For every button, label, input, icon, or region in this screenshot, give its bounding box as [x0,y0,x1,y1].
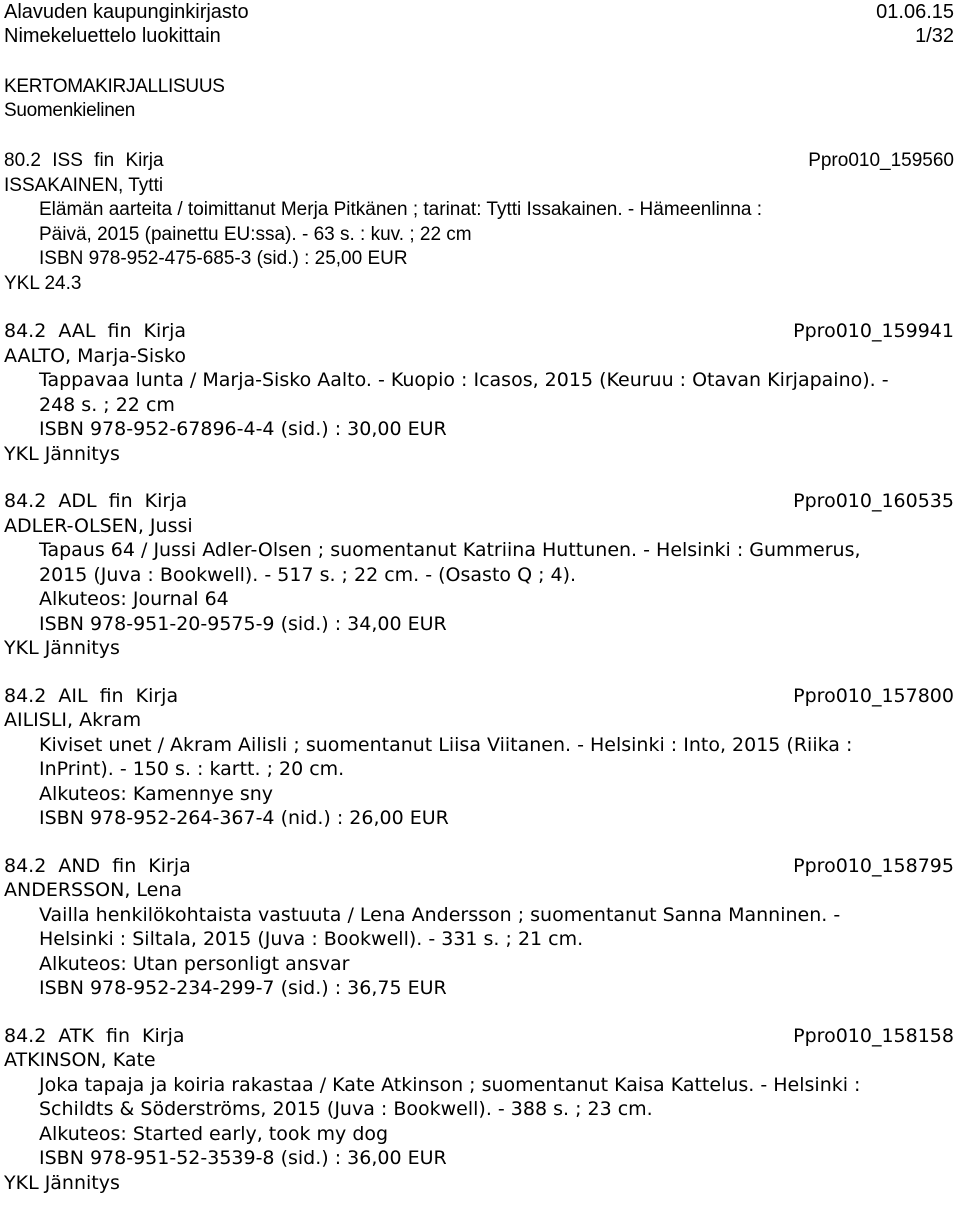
entry-description-line: 248 s. ; 22 cm [39,393,175,416]
entry-ykl: YKL Jännitys [4,637,120,659]
entry-ykl: YKL 24.3 [4,272,82,294]
catalog-entry [4,319,954,466]
page-number: 1/32 [915,25,954,47]
entry-author: ADLER-OLSEN, Jussi [4,514,193,537]
report-date: 01.06.15 [876,1,954,23]
entry-call-line [4,854,954,879]
entry-original-title: Alkuteos: Kamennye sny [39,782,274,805]
call-number: 84.2 AIL fin Kirja [4,684,179,707]
call-number: 84.2 AND fin Kirja [4,854,191,877]
entry-isbn: ISBN 978-951-52-3539-8 (sid.) : 36,00 EUR [39,1147,447,1169]
entry-call-line [4,149,954,174]
entry-description-line: InPrint). - 150 s. : kartt. ; 20 cm. [39,758,345,780]
entry-description-line: Kiviset unet / Akram Ailisli ; suomentanut Liisa Viitanen. - Helsinki : Into, 2015 (Riika : [39,733,853,756]
entry-isbn: ISBN 978-951-20-9575-9 (sid.) : 34,00 EUR [39,612,447,635]
record-id: Ppro010_159560 [808,150,954,171]
entry-ykl: YKL Jännitys [4,442,120,465]
entry-original-title: Alkuteos: Utan personligt ansvar [39,952,350,975]
record-id: Ppro010_159941 [793,320,954,342]
entry-description-line: Schildts & Söderströms, 2015 (Juva : Bookwell). - 388 s. ; 23 cm. [39,1098,653,1120]
library-name: Alavuden kaupunginkirjasto [4,1,249,23]
entry-isbn: ISBN 978-952-67896-4-4 (sid.) : 30,00 EUR [39,418,447,440]
catalog-entry [4,489,954,661]
record-id: Ppro010_158158 [793,1024,954,1047]
entry-author: ATKINSON, Kate [4,1049,156,1071]
entry-original-title: Alkuteos: Started early, took my dog [39,1122,389,1145]
entry-isbn: ISBN 978-952-475-685-3 (sid.) : 25,00 EUR [39,248,408,269]
catalog-entry [4,854,954,1001]
entry-author: ANDERSSON, Lena [4,879,183,901]
catalog-entry [4,1024,954,1196]
entry-author: AALTO, Marja-Sisko [4,344,186,367]
entry-isbn: ISBN 978-952-234-299-7 (sid.) : 36,75 EUR [39,977,447,999]
page-header-row-1 [4,0,954,24]
entry-author: ISSAKAINEN, Tytti [4,174,164,196]
report-title: Nimekeluettelo luokittain [4,25,221,47]
record-id: Ppro010_157800 [793,684,954,707]
catalog-page [4,0,954,1218]
call-number: 84.2 AAL fin Kirja [4,320,187,342]
call-number: 84.2 ADL fin Kirja [4,490,188,512]
entry-call-line [4,1024,954,1049]
entry-description-line: Joka tapaja ja koiria rakastaa / Kate Atkinson ; suomentanut Kaisa Kattelus. - Helsinki : [39,1073,861,1096]
section-heading-language: Suomenkielinen [4,100,135,121]
entry-call-line [4,489,954,514]
entry-description-line: 2015 (Juva : Bookwell). - 517 s. ; 22 cm. - (Osasto Q ; 4). [39,563,577,586]
call-number: 80.2 ISS fin Kirja [4,150,164,171]
entry-list [4,149,954,1195]
entry-call-line [4,684,954,709]
entry-description-line: Tapaus 64 / Jussi Adler-Olsen ; suomentanut Katriina Huttunen. - Helsinki : Gummerus, [39,539,861,561]
entry-ykl: YKL Jännitys [4,1171,120,1194]
entry-original-title: Alkuteos: Journal 64 [39,588,229,610]
call-number: 84.2 ATK fin Kirja [4,1024,185,1047]
entry-description-line: Elämän aarteita / toimittanut Merja Pitkänen ; tarinat: Tytti Issakainen. - Hämeenlinna : [39,199,763,220]
entry-call-line [4,319,954,344]
page-header-row-2 [4,24,954,48]
record-id: Ppro010_160535 [793,490,954,512]
entry-author: AILISLI, Akram [4,709,142,731]
entry-description-line: Helsinki : Siltala, 2015 (Juva : Bookwell). - 331 s. ; 21 cm. [39,928,584,950]
record-id: Ppro010_158795 [793,854,954,877]
catalog-entry [4,149,954,296]
entry-description-line: Päivä, 2015 (painettu EU:ssa). - 63 s. : kuv. ; 22 cm [39,223,472,245]
entry-isbn: ISBN 978-952-264-367-4 (nid.) : 26,00 EUR [39,807,449,829]
entry-description-line: Tappavaa lunta / Marja-Sisko Aalto. - Kuopio : Icasos, 2015 (Keuruu : Otavan Kirjapaino). - [39,369,889,391]
entry-description-line: Vailla henkilökohtaista vastuuta / Lena Andersson ; suomentanut Sanna Manninen. - [39,903,841,926]
section-headings [4,75,954,123]
catalog-entry [4,684,954,831]
section-heading-main: KERTOMAKIRJALLISUUS [4,76,225,97]
